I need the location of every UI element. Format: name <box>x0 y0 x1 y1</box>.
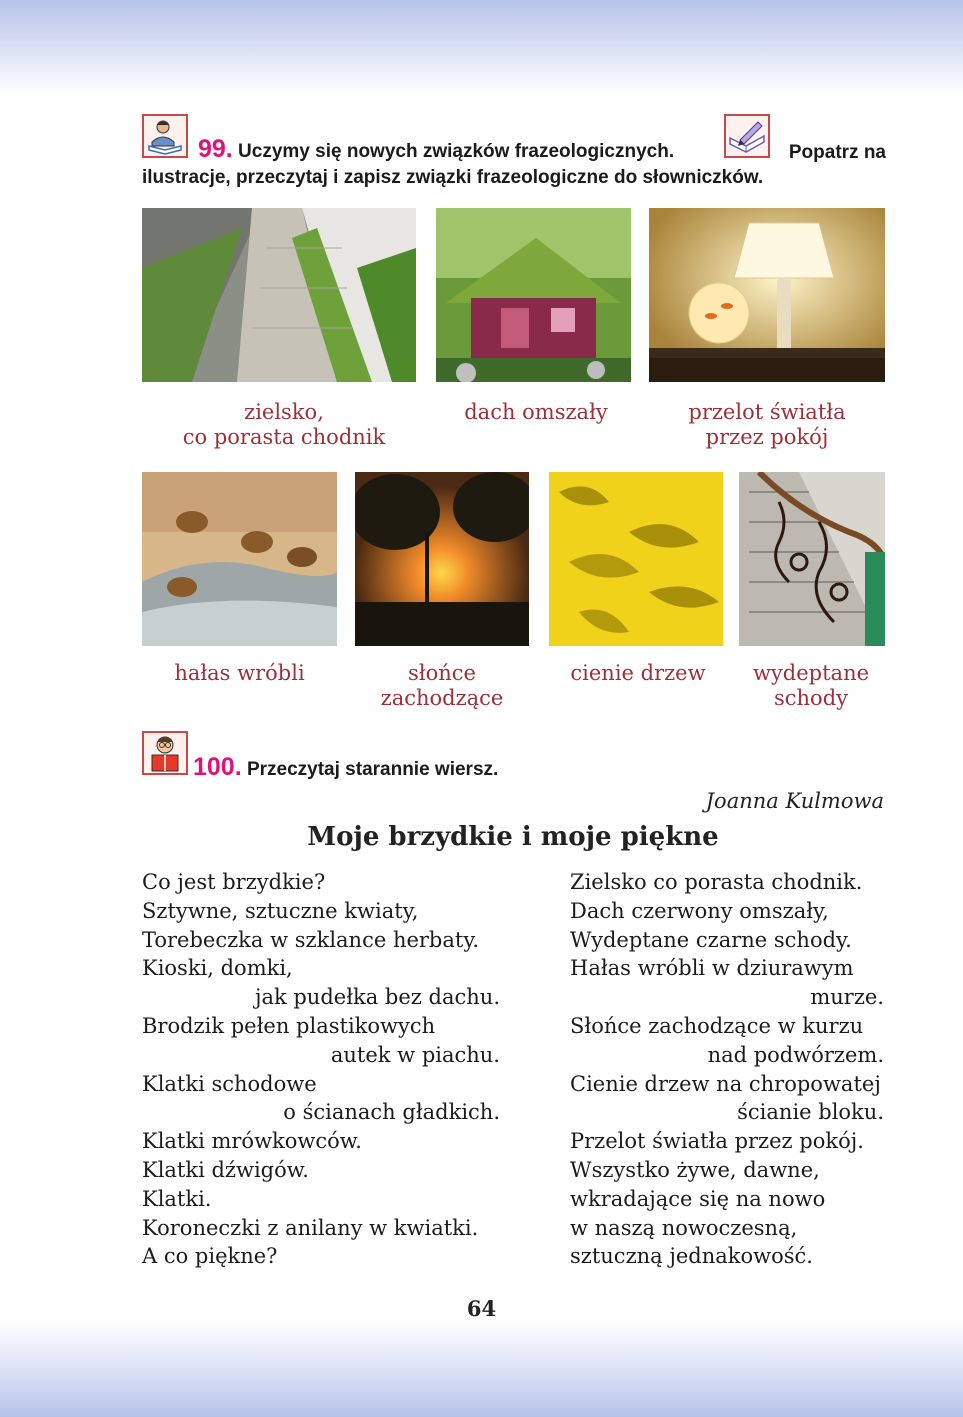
pencil-notebook-icon <box>724 114 770 158</box>
caption-line: co porasta chodnik <box>182 425 386 449</box>
bottom-color-band <box>0 1318 963 1417</box>
poem-line: Koroneczki z anilany w kwiatki. <box>142 1215 479 1240</box>
sparrows-photo <box>142 472 337 646</box>
sidewalk-weeds-photo <box>142 208 416 382</box>
poem-line: Co jest brzydkie? <box>142 870 326 894</box>
staircase-photo <box>739 472 885 646</box>
caption-sidewalk-weeds <box>142 400 426 450</box>
poem-line: ścianie bloku. <box>737 1100 884 1125</box>
poem-line: Zielsko co porasta chodnik. <box>570 870 863 894</box>
poem-line: sztuczną jednakowość. <box>570 1244 813 1269</box>
poem-line: wkradające się na nowo <box>570 1186 826 1211</box>
poem-author: Joanna Kulmowa <box>705 789 884 813</box>
caption-line: wydeptane <box>752 661 870 685</box>
poem-left-column <box>142 868 500 1271</box>
poem-line: Hałas wróbli w dziurawym <box>570 956 854 981</box>
poem-line: Kioski, domki, <box>142 956 293 981</box>
top-color-band <box>0 0 963 95</box>
caption-line: przez pokój <box>705 425 829 449</box>
poem-title: Moje brzydkie i moje piękne <box>307 822 719 852</box>
poem-line: murze. <box>810 985 884 1010</box>
poem-line: nad podwórzem. <box>707 1042 884 1067</box>
tree-shadows-photo <box>549 472 723 646</box>
caption-line: hałas wróbli <box>174 661 305 685</box>
caption-worn-stairs <box>736 661 886 711</box>
poem-line: Klatki mrówkowców. <box>142 1129 362 1154</box>
boy-reading-book-icon <box>142 731 188 775</box>
poem-line: Wydeptane czarne schody. <box>570 927 852 952</box>
caption-sparrows-noise <box>142 661 337 686</box>
exercise-99-instruction-end: Popatrz na <box>788 142 886 163</box>
exercise-99-number: 99. <box>198 135 233 163</box>
caption-line: cienie drzew <box>570 661 706 685</box>
exercise-100-line <box>193 755 693 782</box>
poem-line: Cienie drzew na chropowatej <box>570 1071 881 1096</box>
sunset-photo <box>355 472 529 646</box>
poem-line: A co piękne? <box>142 1244 278 1269</box>
exercise-99-line-2: ilustracje, przeczytaj i zapisz związki frazeologiczne do słowniczków. <box>142 167 764 188</box>
poem-line: Dach czerwony omszały, <box>570 898 829 923</box>
reading-pupil-icon <box>142 114 188 158</box>
poem-line: Przelot światła przez pokój. <box>570 1129 864 1154</box>
exercise-100-number: 100. <box>193 753 242 781</box>
poem-line: Sztywne, sztuczne kwiaty, <box>142 898 419 923</box>
caption-line: zachodzące <box>380 686 504 710</box>
exercise-99-instruction: Uczymy się nowych związków frazeologicznych. <box>238 141 675 162</box>
caption-line: schody <box>773 686 848 710</box>
poem-line: Brodzik pełen plastikowych <box>142 1013 436 1038</box>
caption-mossy-roof <box>436 400 636 425</box>
exercise-100-instruction: Przeczytaj starannie wiersz. <box>246 759 499 780</box>
caption-tree-shadows <box>549 661 727 686</box>
lamp-fishbowl-photo <box>649 208 885 382</box>
poem-line: Torebeczka w szklance herbaty. <box>142 927 480 952</box>
poem-line: Klatki dźwigów. <box>142 1157 309 1182</box>
poem-line: autek w piachu. <box>330 1042 500 1067</box>
poem-right-column <box>570 868 884 1271</box>
poem-line: Wszystko żywe, dawne, <box>570 1157 820 1182</box>
caption-line: zielsko, <box>244 400 324 424</box>
poem-line: w naszą nowoczesną, <box>570 1215 798 1240</box>
page-number: 64 <box>466 1296 497 1321</box>
caption-line: słońce <box>408 661 476 685</box>
mossy-roof-photo <box>436 208 631 382</box>
poem-line: jak pudełka bez dachu. <box>254 985 500 1010</box>
poem-line: Słońce zachodzące w kurzu <box>570 1013 864 1038</box>
caption-line: przelot światła <box>688 400 846 424</box>
poem-line: Klatki schodowe <box>142 1071 317 1096</box>
caption-line: dach omszały <box>464 400 608 424</box>
caption-setting-sun <box>355 661 529 711</box>
poem-line: o ścianach gładkich. <box>283 1100 500 1125</box>
caption-light-through-room <box>649 400 885 450</box>
poem-line: Klatki. <box>142 1186 212 1211</box>
